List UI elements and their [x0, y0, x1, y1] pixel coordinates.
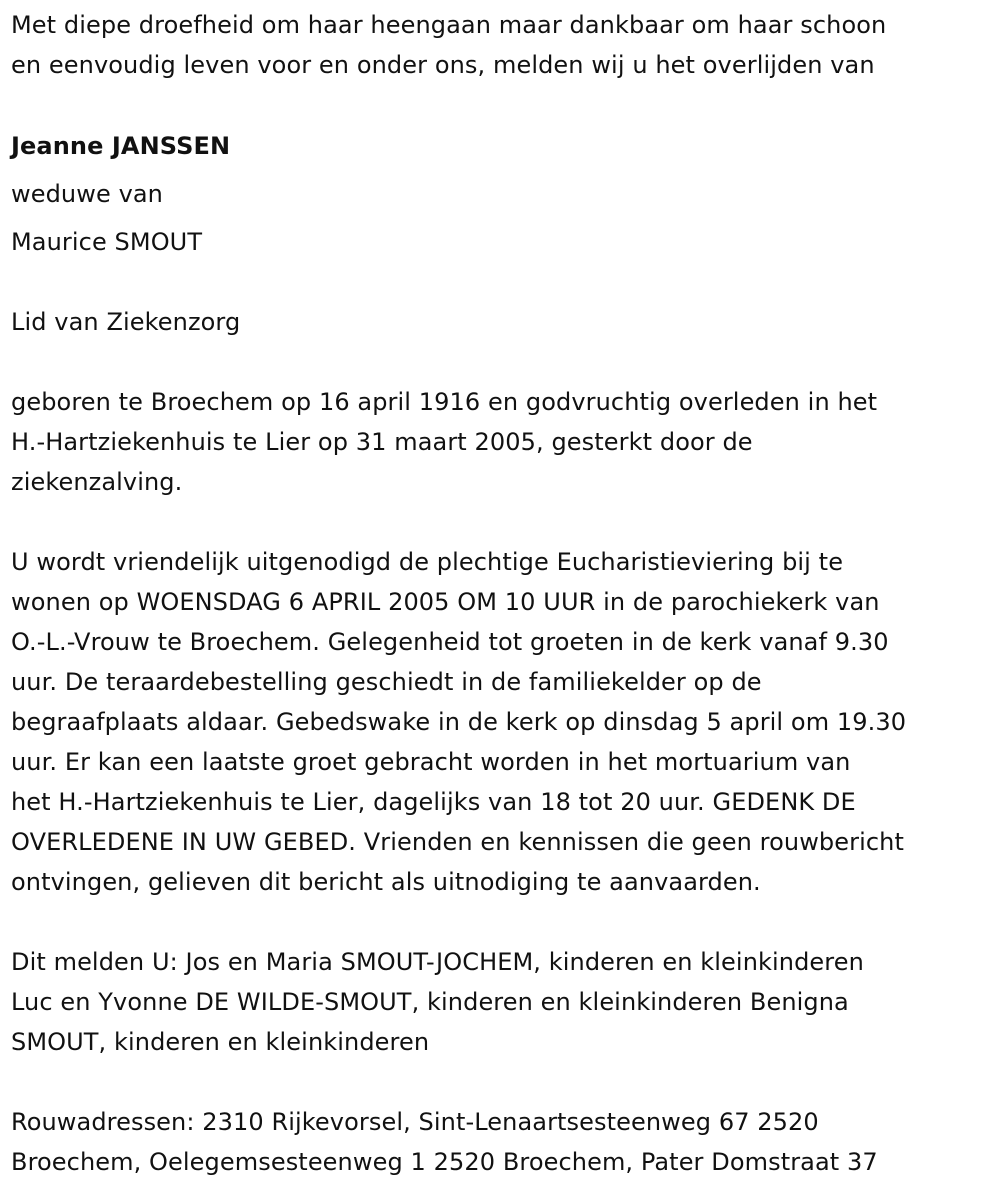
invitation-line: O.-L.-Vrouw te Broechem. Gelegenheid tot groeten in de kerk vanaf 9.30 — [11, 628, 889, 656]
invitation-line: U wordt vriendelijk uitgenodigd de plechtige Eucharistieviering bij te — [11, 548, 844, 576]
addresses-paragraph — [11, 1102, 878, 1182]
invitation-line: het H.-Hartziekenhuis te Lier, dagelijks van 18 tot 20 uur. GEDENK DE — [11, 788, 856, 816]
birth-death-paragraph — [11, 382, 877, 502]
intro-line: Met diepe droefheid om haar heengaan maar dankbaar om haar schoon — [11, 11, 887, 39]
intro-line: en eenvoudig leven voor en onder ons, melden wij u het overlijden van — [11, 51, 875, 79]
membership-text: Lid van Ziekenzorg — [11, 308, 241, 336]
invitation-line: begraafplaats aldaar. Gebedswake in de kerk op dinsdag 5 april om 19.30 — [11, 708, 907, 736]
address-line: Broechem, Oelegemsesteenweg 1 2520 Broechem, Pater Domstraat 37 — [11, 1148, 878, 1176]
spouse-name: Maurice SMOUT — [11, 228, 203, 256]
invitation-line: uur. De teraardebestelling geschiedt in de familiekelder op de — [11, 668, 762, 696]
intro-paragraph — [11, 5, 886, 85]
invitation-line: uur. Er kan een laatste groet gebracht worden in het mortuarium van — [11, 748, 851, 776]
birth-death-line: geboren te Broechem op 16 april 1916 en godvruchtig overleden in het — [11, 388, 878, 416]
announced-by-paragraph — [11, 942, 864, 1062]
birth-death-line: ziekenzalving. — [11, 468, 183, 496]
announced-by-line: SMOUT, kinderen en kleinkinderen — [11, 1028, 430, 1056]
birth-death-line: H.-Hartziekenhuis te Lier op 31 maart 2005, gesterkt door de — [11, 428, 753, 456]
announced-by-line: Luc en Yvonne DE WILDE-SMOUT, kinderen en kleinkinderen Benigna — [11, 988, 849, 1016]
invitation-line: wonen op WOENSDAG 6 APRIL 2005 OM 10 UUR in de parochiekerk van — [11, 588, 880, 616]
invitation-line: OVERLEDENE IN UW GEBED. Vrienden en kennissen die geen rouwbericht — [11, 828, 904, 856]
address-line: Rouwadressen: 2310 Rijkevorsel, Sint-Lenaartsesteenweg 67 2520 — [11, 1108, 819, 1136]
widow-of-label: weduwe van — [11, 180, 163, 208]
deceased-name: Jeanne JANSSEN — [11, 132, 231, 160]
announced-by-line: Dit melden U: Jos en Maria SMOUT-JOCHEM, kinderen en kleinkinderen — [11, 948, 864, 976]
invitation-line: ontvingen, gelieven dit bericht als uitnodiging te aanvaarden. — [11, 868, 761, 896]
invitation-paragraph — [11, 542, 906, 902]
